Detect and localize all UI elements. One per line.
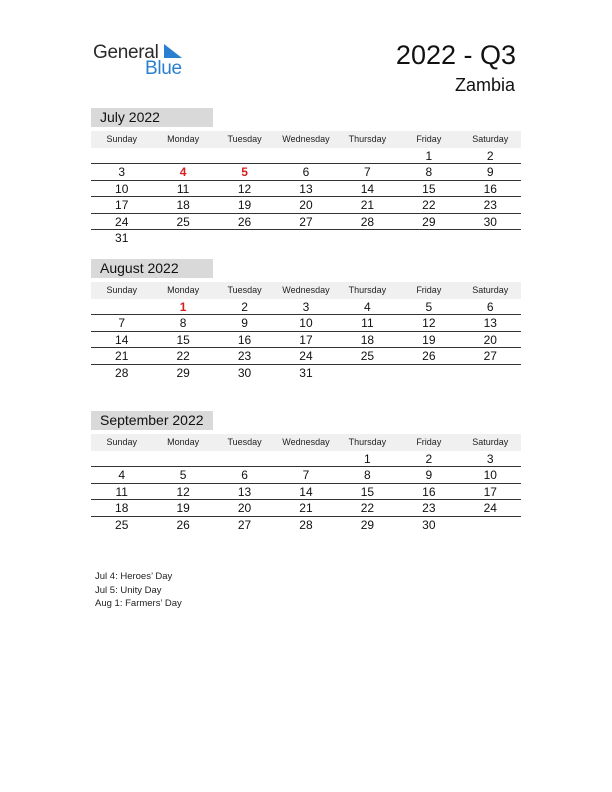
calendar-date: 15 bbox=[176, 332, 190, 347]
calendar-date: 26 bbox=[422, 349, 436, 364]
holiday-note: Jul 4: Heroes’ Day bbox=[95, 571, 173, 582]
calendar-date: 10 bbox=[483, 468, 497, 483]
month-title: August 2022 bbox=[91, 259, 213, 278]
calendar-date: 20 bbox=[299, 198, 313, 213]
calendar-date: 3 bbox=[118, 165, 126, 180]
weekday-label: Friday bbox=[416, 437, 442, 447]
calendar-date: 28 bbox=[299, 517, 313, 532]
empty-date-cell bbox=[152, 148, 213, 163]
calendar-date: 29 bbox=[176, 365, 190, 380]
calendar-date: 21 bbox=[115, 349, 129, 364]
page-title: 2022 - Q3 bbox=[395, 40, 516, 70]
calendar-date: 6 bbox=[486, 300, 494, 314]
calendar-date: 19 bbox=[176, 501, 190, 516]
week-row bbox=[91, 332, 521, 348]
calendar-date: 14 bbox=[360, 181, 375, 196]
weekday-label: Wednesday bbox=[282, 134, 330, 144]
empty-date-cell bbox=[91, 451, 152, 466]
calendar-date: 12 bbox=[422, 316, 436, 331]
month-july bbox=[91, 108, 521, 246]
week-row bbox=[91, 484, 521, 500]
calendar-date: 7 bbox=[118, 316, 126, 331]
weekday-label: Sunday bbox=[106, 134, 137, 144]
weekday-label: Thursday bbox=[348, 285, 387, 295]
calendar-date: 30 bbox=[483, 214, 497, 229]
holiday-date: 5 bbox=[241, 165, 248, 180]
week-row bbox=[91, 230, 521, 246]
month-title: July 2022 bbox=[91, 108, 213, 127]
calendar-date: 13 bbox=[483, 316, 497, 331]
calendar-date: 13 bbox=[237, 484, 252, 499]
calendar-date: 18 bbox=[176, 198, 190, 213]
calendar-date: 7 bbox=[302, 468, 310, 483]
calendar-date: 1 bbox=[364, 452, 371, 466]
calendar-date: 15 bbox=[360, 484, 375, 499]
weekday-label: Saturday bbox=[472, 134, 509, 144]
calendar-date: 23 bbox=[483, 198, 497, 213]
calendar-date: 25 bbox=[115, 517, 129, 532]
week-row bbox=[91, 299, 521, 315]
weekday-label: Wednesday bbox=[282, 285, 330, 295]
calendar-date: 2 bbox=[486, 149, 494, 163]
calendar-date: 8 bbox=[364, 468, 371, 483]
calendar-date: 8 bbox=[425, 165, 433, 180]
weekday-label: Saturday bbox=[472, 285, 509, 295]
calendar-date: 9 bbox=[241, 316, 248, 331]
calendar-date: 28 bbox=[115, 365, 129, 380]
weekday-label: Tuesday bbox=[227, 134, 262, 144]
calendar-date: 15 bbox=[422, 181, 436, 196]
calendar-date: 21 bbox=[360, 198, 375, 213]
calendar-date: 4 bbox=[118, 468, 126, 483]
calendar-date: 23 bbox=[422, 501, 436, 516]
calendar-date: 16 bbox=[237, 332, 252, 347]
empty-date-cell bbox=[214, 148, 275, 163]
calendar-date: 22 bbox=[360, 501, 375, 516]
calendar-date: 3 bbox=[302, 300, 310, 314]
weekday-label: Sunday bbox=[106, 285, 137, 295]
calendar-date: 22 bbox=[176, 349, 190, 364]
week-row bbox=[91, 164, 521, 180]
weekday-label: Friday bbox=[416, 285, 442, 295]
calendar-date: 27 bbox=[237, 517, 252, 532]
calendar-date: 11 bbox=[361, 316, 374, 331]
week-row bbox=[91, 467, 521, 483]
calendar-date: 5 bbox=[179, 468, 187, 483]
calendar-date: 7 bbox=[364, 165, 371, 180]
empty-date-cell bbox=[152, 451, 213, 466]
calendar-date: 24 bbox=[483, 501, 497, 516]
calendar-date: 2 bbox=[425, 452, 433, 466]
week-row bbox=[91, 348, 521, 364]
calendar-date: 14 bbox=[115, 332, 129, 347]
holiday-note: Jul 5: Unity Day bbox=[95, 584, 162, 596]
calendar-date: 22 bbox=[422, 198, 436, 213]
empty-date-cell bbox=[91, 148, 152, 163]
weekday-label: Tuesday bbox=[227, 437, 262, 447]
calendar-date: 26 bbox=[237, 214, 252, 229]
calendar-date: 13 bbox=[299, 181, 313, 196]
calendar-date: 31 bbox=[299, 365, 313, 380]
calendar-date: 20 bbox=[237, 501, 252, 516]
weekday-label: Thursday bbox=[348, 437, 387, 447]
calendar-date: 27 bbox=[483, 349, 497, 364]
empty-date-cell bbox=[460, 230, 521, 246]
empty-date-cell bbox=[275, 148, 336, 163]
calendar-date: 17 bbox=[483, 484, 497, 499]
calendar-date: 3 bbox=[486, 452, 494, 466]
holiday-date: 1 bbox=[179, 300, 187, 314]
calendar-date: 17 bbox=[115, 198, 129, 213]
logo-word-blue: Blue bbox=[145, 58, 182, 79]
calendar-date: 21 bbox=[299, 501, 313, 516]
calendar-date: 2 bbox=[241, 300, 248, 314]
calendar-date: 20 bbox=[483, 332, 497, 347]
logo bbox=[93, 40, 193, 80]
weekday-label: Monday bbox=[167, 134, 200, 144]
month-september bbox=[91, 411, 521, 533]
calendar-date: 11 bbox=[176, 181, 190, 196]
empty-date-cell bbox=[152, 230, 213, 246]
empty-date-cell bbox=[214, 230, 275, 246]
holiday-date: 4 bbox=[179, 165, 187, 180]
logo-word-general: General bbox=[93, 42, 159, 63]
week-row bbox=[91, 315, 521, 331]
weekday-header-row bbox=[91, 282, 521, 299]
calendar-date: 16 bbox=[483, 181, 497, 196]
calendar-date: 8 bbox=[179, 316, 187, 331]
calendar-date: 6 bbox=[241, 468, 248, 483]
calendar-date: 4 bbox=[364, 300, 371, 314]
weekday-label: Monday bbox=[167, 437, 200, 447]
weekday-header-row bbox=[91, 131, 521, 148]
calendar-date: 24 bbox=[299, 349, 313, 364]
empty-date-cell bbox=[214, 451, 275, 466]
calendar-date: 16 bbox=[422, 484, 436, 499]
calendar-date: 11 bbox=[115, 484, 128, 499]
calendar-date: 29 bbox=[360, 517, 375, 532]
weekday-header-row bbox=[91, 434, 521, 451]
week-row bbox=[91, 148, 521, 164]
week-row bbox=[91, 214, 521, 230]
week-row bbox=[91, 517, 521, 533]
weekday-label: Wednesday bbox=[282, 437, 330, 447]
calendar-date: 24 bbox=[115, 214, 129, 229]
calendar-date: 19 bbox=[237, 198, 252, 213]
calendar-date: 9 bbox=[486, 165, 494, 180]
calendar-date: 26 bbox=[176, 517, 190, 532]
calendar-date: 1 bbox=[425, 149, 433, 163]
empty-date-cell bbox=[91, 299, 152, 314]
empty-date-cell bbox=[337, 365, 398, 381]
calendar-date: 10 bbox=[299, 316, 313, 331]
calendar-date: 12 bbox=[237, 181, 252, 196]
week-row bbox=[91, 181, 521, 197]
country-name: Zambia bbox=[454, 75, 515, 95]
weekday-label: Tuesday bbox=[227, 285, 262, 295]
holiday-notes bbox=[95, 570, 182, 611]
calendar-date: 12 bbox=[176, 484, 190, 499]
week-row bbox=[91, 500, 521, 516]
empty-date-cell bbox=[275, 451, 336, 466]
calendar-date: 28 bbox=[360, 214, 375, 229]
calendar-date: 30 bbox=[237, 365, 252, 380]
empty-date-cell bbox=[460, 517, 521, 533]
calendar-date: 5 bbox=[425, 300, 433, 314]
empty-date-cell bbox=[460, 365, 521, 381]
calendar-date: 31 bbox=[115, 230, 129, 245]
calendar-date: 30 bbox=[422, 517, 436, 532]
calendar-date: 18 bbox=[115, 501, 129, 516]
calendar-date: 9 bbox=[425, 468, 433, 483]
week-row bbox=[91, 451, 521, 467]
calendar-date: 18 bbox=[360, 332, 375, 347]
weekday-label: Monday bbox=[167, 285, 200, 295]
month-august bbox=[91, 259, 521, 381]
calendar-date: 17 bbox=[299, 332, 313, 347]
empty-date-cell bbox=[398, 230, 459, 246]
empty-date-cell bbox=[398, 365, 459, 381]
calendar-date: 14 bbox=[299, 484, 313, 499]
weekday-label: Saturday bbox=[472, 437, 509, 447]
calendar-date: 10 bbox=[115, 181, 129, 196]
calendar-date: 6 bbox=[302, 165, 310, 180]
calendar-date: 19 bbox=[422, 332, 436, 347]
calendar-date: 23 bbox=[237, 349, 252, 364]
weekday-label: Thursday bbox=[348, 134, 387, 144]
calendar-date: 29 bbox=[422, 214, 436, 229]
week-row bbox=[91, 197, 521, 213]
weekday-label: Friday bbox=[416, 134, 442, 144]
empty-date-cell bbox=[337, 148, 398, 163]
holiday-note: Aug 1: Farmers’ Day bbox=[95, 598, 182, 609]
calendar-date: 25 bbox=[176, 214, 190, 229]
weekday-label: Sunday bbox=[106, 437, 137, 447]
empty-date-cell bbox=[337, 230, 398, 246]
week-row bbox=[91, 365, 521, 381]
calendar-date: 27 bbox=[299, 214, 313, 229]
calendar-date: 25 bbox=[360, 349, 375, 364]
logo-triangle-icon bbox=[162, 43, 182, 59]
empty-date-cell bbox=[275, 230, 336, 246]
month-title: September 2022 bbox=[91, 411, 213, 430]
